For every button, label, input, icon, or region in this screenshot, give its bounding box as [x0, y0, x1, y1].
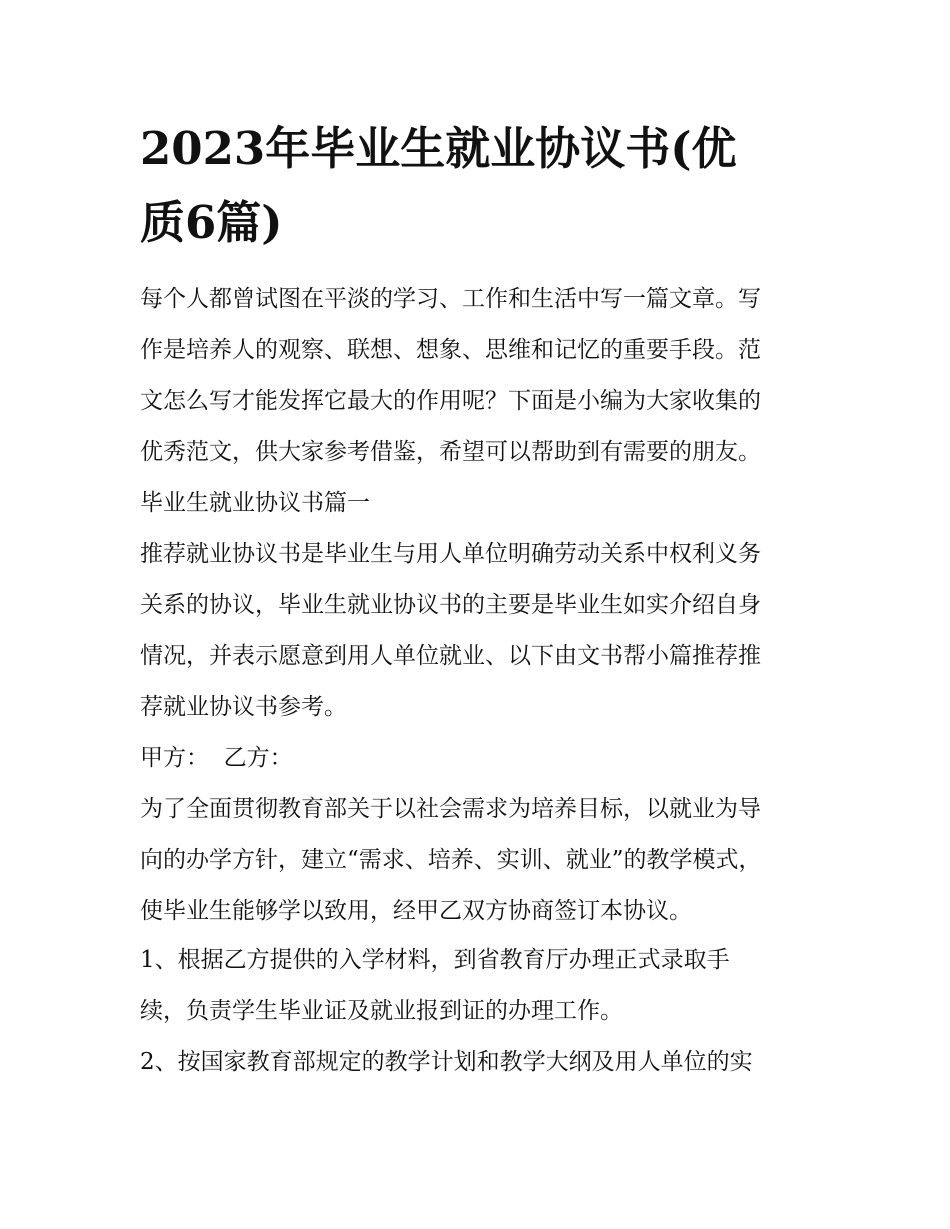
- text-line: 1、根据乙方提供的入学材料，到省教育厅办理正式录取手: [140, 947, 730, 973]
- text-line: 毕业生就业协议书篇一: [140, 490, 370, 516]
- text-line: 荐就业协议书参考。: [140, 694, 347, 720]
- section-heading: [140, 478, 820, 529]
- text-line: 使毕业生能够学以致用，经甲乙双方协商签订本协议。: [140, 898, 692, 924]
- text-line: 为了全面贯彻教育部关于以社会需求为培养目标，以就业为导: [140, 796, 761, 822]
- clause-1: [140, 935, 820, 1037]
- text-line: 情况，并表示愿意到用人单位就业、以下由文书帮小篇推荐推: [140, 643, 761, 669]
- text-line: 文怎么写才能发挥它最大的作用呢？下面是小编为大家收集的: [140, 388, 761, 414]
- text-line: 作是培养人的观察、联想、想象、思维和记忆的重要手段。范: [140, 337, 761, 363]
- document-title: [140, 112, 820, 260]
- parties-line: [140, 733, 820, 784]
- text-line: 向的办学方针，建立“需求、培养、实训、就业”的教学模式，: [140, 847, 762, 873]
- text-line: 续，负责学生毕业证及就业报到证的办理工作。: [140, 998, 623, 1024]
- purpose-paragraph: [140, 784, 820, 937]
- text-line: 关系的协议，毕业生就业协议书的主要是毕业生如实介绍自身: [140, 592, 761, 618]
- intro-paragraph: [140, 274, 820, 478]
- text-line: 甲方： 乙方：: [140, 745, 293, 771]
- agreement-intro-paragraph: [140, 529, 820, 733]
- text-line: 2、按国家教育部规定的教学计划和教学大纲及用人单位的实: [140, 1049, 753, 1075]
- title-line: 2023年毕业生就业协议书(优: [140, 122, 737, 175]
- text-line: 每个人都曾试图在平淡的学习、工作和生活中写一篇文章。写: [140, 286, 761, 312]
- clause-2: [140, 1037, 820, 1088]
- text-line: 推荐就业协议书是毕业生与用人单位明确劳动关系中权利义务: [140, 541, 761, 567]
- text-line: 优秀范文，供大家参考借鉴，希望可以帮助到有需要的朋友。: [140, 439, 761, 465]
- title-line: 质6篇): [140, 196, 283, 249]
